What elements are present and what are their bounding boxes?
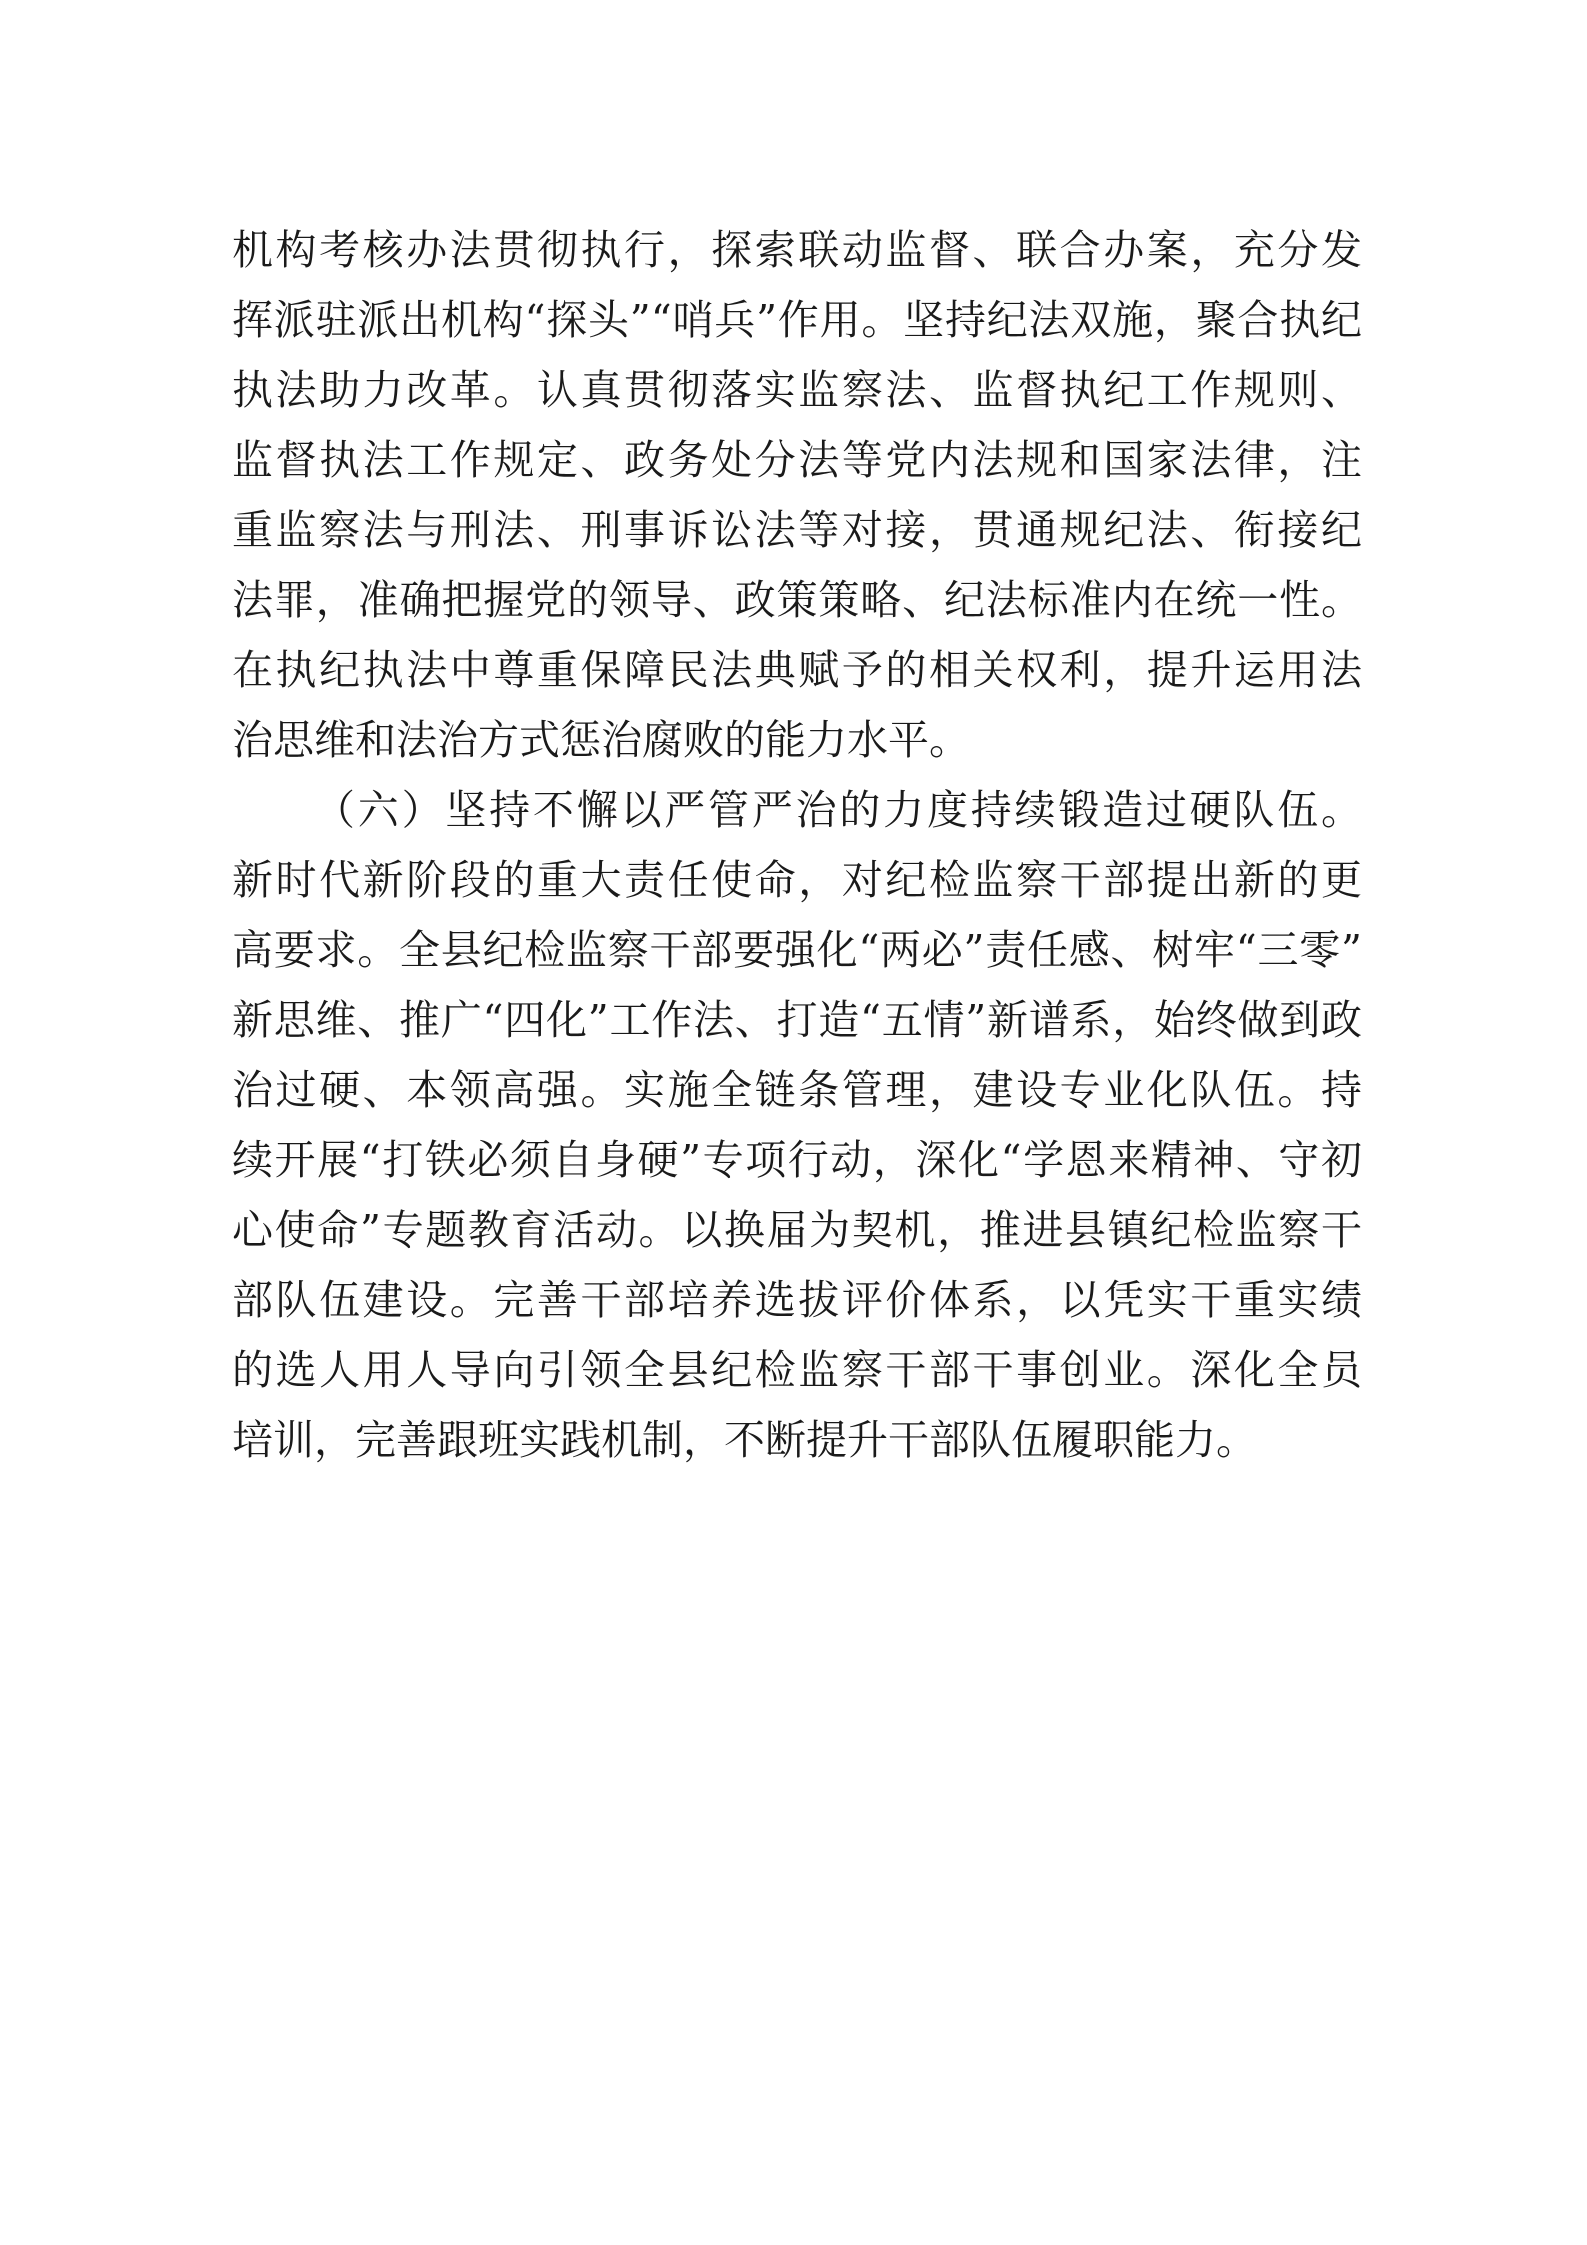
text-line: 在执纪执法中尊重保障民法典赋予的相关权利，提升运用法 <box>232 646 1362 694</box>
section-heading-line: （六）坚持不懈以严管严治的力度持续锻造过硬队伍。 <box>314 786 1362 834</box>
text-line: 法罪，准确把握党的领导、政策策略、纪法标准内在统一性。 <box>232 576 1362 624</box>
paragraph <box>232 215 1362 775</box>
text-line: 高要求。全县纪检监察干部要强化“两必”责任感、树牢“三零” <box>232 926 1362 974</box>
text-line: 心使命”专题教育活动。以换届为契机，推进县镇纪检监察干 <box>232 1206 1362 1254</box>
text-line: 挥派驻派出机构“探头”“哨兵”作用。坚持纪法双施，聚合执纪 <box>232 296 1362 344</box>
document-body <box>232 215 1362 1475</box>
text-line: 的选人用人导向引领全县纪检监察干部干事创业。深化全员 <box>232 1346 1362 1394</box>
text-line: 监督执法工作规定、政务处分法等党内法规和国家法律，注 <box>232 436 1362 484</box>
text-line: 重监察法与刑法、刑事诉讼法等对接，贯通规纪法、衔接纪 <box>232 506 1362 554</box>
text-line: 治过硬、本领高强。实施全链条管理，建设专业化队伍。持 <box>232 1066 1362 1114</box>
text-line: 部队伍建设。完善干部培养选拔评价体系，以凭实干重实绩 <box>232 1276 1362 1324</box>
text-line: 新时代新阶段的重大责任使命，对纪检监察干部提出新的更 <box>232 856 1362 904</box>
text-line: 治思维和法治方式惩治腐败的能力水平。 <box>232 716 970 764</box>
text-line: 续开展“打铁必须自身硬”专项行动，深化“学恩来精神、守初 <box>232 1136 1362 1184</box>
text-line: 执法助力改革。认真贯彻落实监察法、监督执纪工作规则、 <box>232 366 1362 414</box>
paragraph <box>232 775 1362 1475</box>
text-line: 机构考核办法贯彻执行，探索联动监督、联合办案，充分发 <box>232 226 1362 274</box>
text-line: 新思维、推广“四化”工作法、打造“五情”新谱系，始终做到政 <box>232 996 1362 1044</box>
text-line: 培训，完善跟班实践机制，不断提升干部队伍履职能力。 <box>232 1416 1257 1464</box>
